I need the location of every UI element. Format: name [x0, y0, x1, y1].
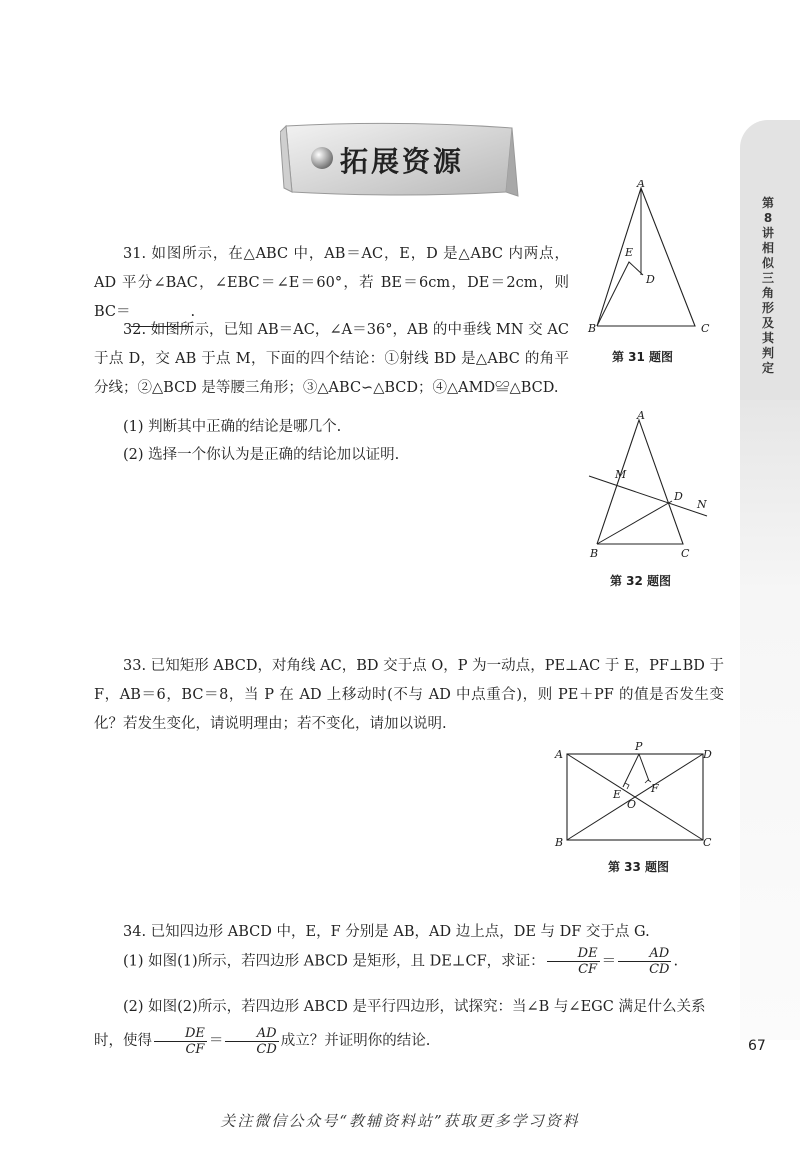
svg-text:B: B [590, 547, 599, 560]
svg-text:D: D [646, 273, 655, 286]
svg-text:M: M [615, 468, 627, 481]
svg-text:N: N [697, 498, 707, 511]
caption-33: 第 33 题图 [608, 860, 670, 874]
side-margin-strip [740, 400, 800, 1040]
svg-text:C: C [701, 322, 710, 335]
svg-text:F: F [651, 782, 659, 795]
question-34-part-2: (2) 如图(2)所示，若四边形 ABCD 是平行四边形，试探究：当∠B 与∠EGC 满足什么关系时，使得 $\frac{DE}{CF}$ ＝ $\frac{AD}{CD}$ 成立？并证明你的结论. [94, 999, 706, 1057]
svg-text:D: D [674, 490, 683, 503]
svg-text:C: C [681, 547, 690, 560]
svg-text:P: P [635, 740, 643, 753]
svg-text:O: O [627, 798, 637, 811]
caption-31: 第 31 题图 [612, 350, 674, 364]
question-31: 31. 如图所示，在△ABC 中，AB＝AC，E，D 是△ABC 内两点，AD 平分∠BAC，∠EBC＝∠E＝60°，若 BE＝6cm，DE＝2cm，则 BC＝ . [94, 240, 569, 327]
svg-text:D: D [703, 748, 712, 761]
svg-text:E: E [625, 246, 634, 259]
question-32-part-1: (1) 判断其中正确的结论是哪几个. [123, 419, 342, 435]
section-title: 拓展资源 [340, 145, 465, 178]
svg-text:E: E [613, 788, 622, 801]
svg-text:C: C [703, 836, 712, 849]
figure-31 [585, 180, 725, 340]
banner-ball-icon [311, 147, 333, 169]
svg-text:A: A [637, 409, 645, 422]
question-34-part-1: (1) 如图(1)所示，若四边形 ABCD 是矩形，且 DE⊥CF，求证： $\frac{DE}{CF}$ ＝ $\frac{AD}{CD}$ . [123, 946, 679, 977]
chapter-label: 第 8 讲 相 似 三 角 形 及 其 判 定 [761, 196, 774, 375]
question-33: 33. 已知矩形 ABCD，对角线 AC，BD 交于点 O，P 为一动点，PE⊥AC 于 E，PF⊥BD 于 F，AB＝6，BC＝8，当 P 在 AD 上移动时(不与 AD 中点重合)，则 PE＋PF 的值是否发生变化？若发生变化，请说明理由；若不变化，请加以说明. [94, 658, 724, 732]
question-32: 32. 如图所示，已知 AB＝AC，∠A＝36°，AB 的中垂线 MN 交 AC 于点 D，交 AB 于点 M，下面的四个结论：①射线 BD 是△ABC 的角平分线；②△BCD 是等腰三角形；③△ABC∽△BCD；④△AMD≌△BCD. [94, 322, 569, 396]
svg-text:B: B [588, 322, 597, 335]
svg-text:A: A [555, 748, 563, 761]
svg-text:B: B [555, 836, 564, 849]
question-32-part-2: (2) 选择一个你认为是正确的结论加以证明. [123, 447, 400, 463]
caption-32: 第 32 题图 [610, 574, 672, 588]
page-number: 67 [748, 1038, 766, 1054]
svg-text:A: A [637, 180, 645, 190]
footer-note: 关注微信公众号“教辅资料站”获取更多学习资料 [220, 1112, 580, 1130]
figure-32 [585, 408, 715, 568]
question-34: 34. 已知四边形 ABCD 中，E，F 分别是 AB，AD 边上点，DE 与 DF 交于点 G. [123, 924, 650, 940]
figure-33 [553, 738, 713, 850]
